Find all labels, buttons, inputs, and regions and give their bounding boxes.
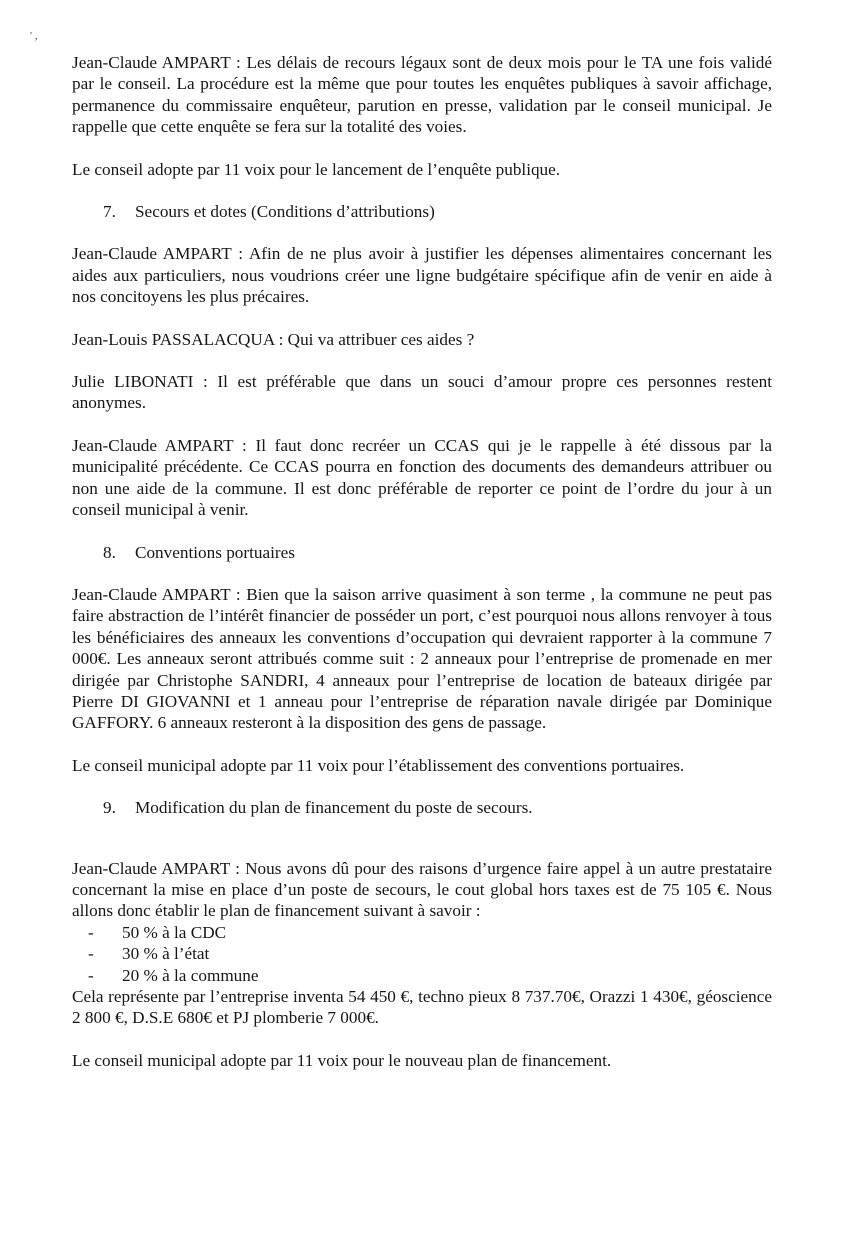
spacer	[72, 840, 772, 858]
speaker-name: Julie LIBONATI :	[72, 372, 208, 392]
paragraph-ccas	[72, 435, 772, 521]
list-item-text: 30 % à l’état	[122, 944, 210, 964]
statement-text: Afin de ne plus avoir à justifier les dépenses alimentaires concernant les aides aux particuliers, nous voudrions créer une ligne budgétaire spécifique afin de venir en aide à nos concitoyens les plus précaires.	[72, 244, 772, 307]
dash-bullet: -	[88, 944, 94, 964]
minutes-page	[72, 52, 772, 1092]
item-number: 7.	[103, 202, 116, 222]
speaker-name: Jean-Claude AMPART :	[72, 435, 247, 455]
vote-result: Le conseil municipal adopte par 11 voix pour l’établissement des conventions portuaires.	[72, 755, 685, 775]
statement-text: Qui va attribuer ces aides ?	[283, 329, 475, 349]
agenda-item-8	[103, 542, 772, 563]
statement-text: Les délais de recours légaux sont de deux mois pour le TA une fois validé par le conseil. La procédure est la même que pour toutes les enquêtes publiques à savoir affichage, permanence du commissaire enquêteur, parution en presse, validation par le conseil municipal. Je rappelle que cette enquête se fera sur la totalité des voies.	[72, 53, 772, 137]
statement-text: Nous avons dû pour des raisons d’urgence faire appel à un autre prestataire concernant la mise en place d’un poste de secours, le cout global hors taxes est de 75 105 €. Nous allons donc établir le plan de financement suivant à savoir :	[72, 858, 773, 921]
item-number: 9.	[103, 798, 116, 818]
list-item	[88, 943, 772, 964]
agenda-item-7	[103, 201, 772, 222]
statement-text: Bien que la saison arrive quasiment à son terme , la commune ne peut pas faire abstraction de l’intérêt financier de posséder un port, c’est pourquoi nous allons renvoyer à tous les bénéficiaires des anneaux les conventions d’occupation qui devraient rapporter à la commune 7 000€. Les anneaux seront attribués comme suit : 2 anneaux pour l’entreprise de promenade en mer dirigée par Christophe SANDRI, 4 anneaux pour l’entreprise de location de bateaux dirigée par Pierre DI GIOVANNI et 1 anneau pour l’entreprise de réparation navale dirigée par Dominique GAFFORY. 6 anneaux resteront à la disposition des gens de passage.	[72, 584, 773, 733]
dash-bullet: -	[88, 922, 94, 942]
paragraph-anonymes	[72, 371, 772, 414]
item-title: Modification du plan de financement du poste de secours.	[135, 798, 533, 818]
statement-text: Il est préférable que dans un souci d’amour propre ces personnes restent anonymes.	[72, 372, 772, 413]
list-item-text: 20 % à la commune	[122, 965, 259, 985]
speaker-name: Jean-Claude AMPART :	[72, 53, 241, 72]
item-number: 8.	[103, 542, 116, 562]
dash-bullet: -	[88, 965, 94, 985]
speaker-name: Jean-Claude AMPART :	[72, 244, 244, 264]
speaker-name: Jean-Claude AMPART :	[72, 858, 240, 878]
paragraph-aides	[72, 243, 772, 307]
vote-result: Le conseil municipal adopte par 11 voix pour le nouveau plan de financement.	[72, 1050, 612, 1070]
speaker-name: Jean-Claude AMPART :	[72, 584, 241, 604]
paragraph-conventions	[72, 584, 772, 734]
speaker-name: Jean-Louis PASSALACQUA :	[72, 329, 284, 349]
paragraph-question	[72, 329, 772, 350]
agenda-item-9	[103, 797, 772, 818]
paragraph-recours	[72, 52, 772, 138]
scan-mark: ' ,	[30, 30, 38, 42]
list-item	[88, 922, 772, 943]
item-title: Secours et dotes (Conditions d’attributions)	[135, 202, 435, 222]
item-title: Conventions portuaires	[135, 542, 295, 562]
list-item	[88, 965, 772, 986]
paragraph-breakdown: Cela représente par l’entreprise inventa 54 450 €, techno pieux 8 737.70€, Orazzi 1 430€, géoscience 2 800 €, D.S.E 680€ et PJ plomberie 7 000€.	[72, 987, 772, 1028]
vote-result: Le conseil adopte par 11 voix pour le lancement de l’enquête publique.	[72, 159, 561, 179]
funding-split-list	[72, 922, 772, 986]
statement-text: Il faut donc recréer un CCAS qui je le rappelle à été dissous par la municipalité précédente. Ce CCAS pourra en fonction des documents des demandeurs attribuer ou non une aide de la commune. Il est donc préférable de reporter ce point de l’ordre du jour à un conseil municipal à venir.	[72, 435, 773, 520]
paragraph-financement	[72, 858, 772, 922]
list-item-text: 50 % à la CDC	[122, 922, 227, 942]
